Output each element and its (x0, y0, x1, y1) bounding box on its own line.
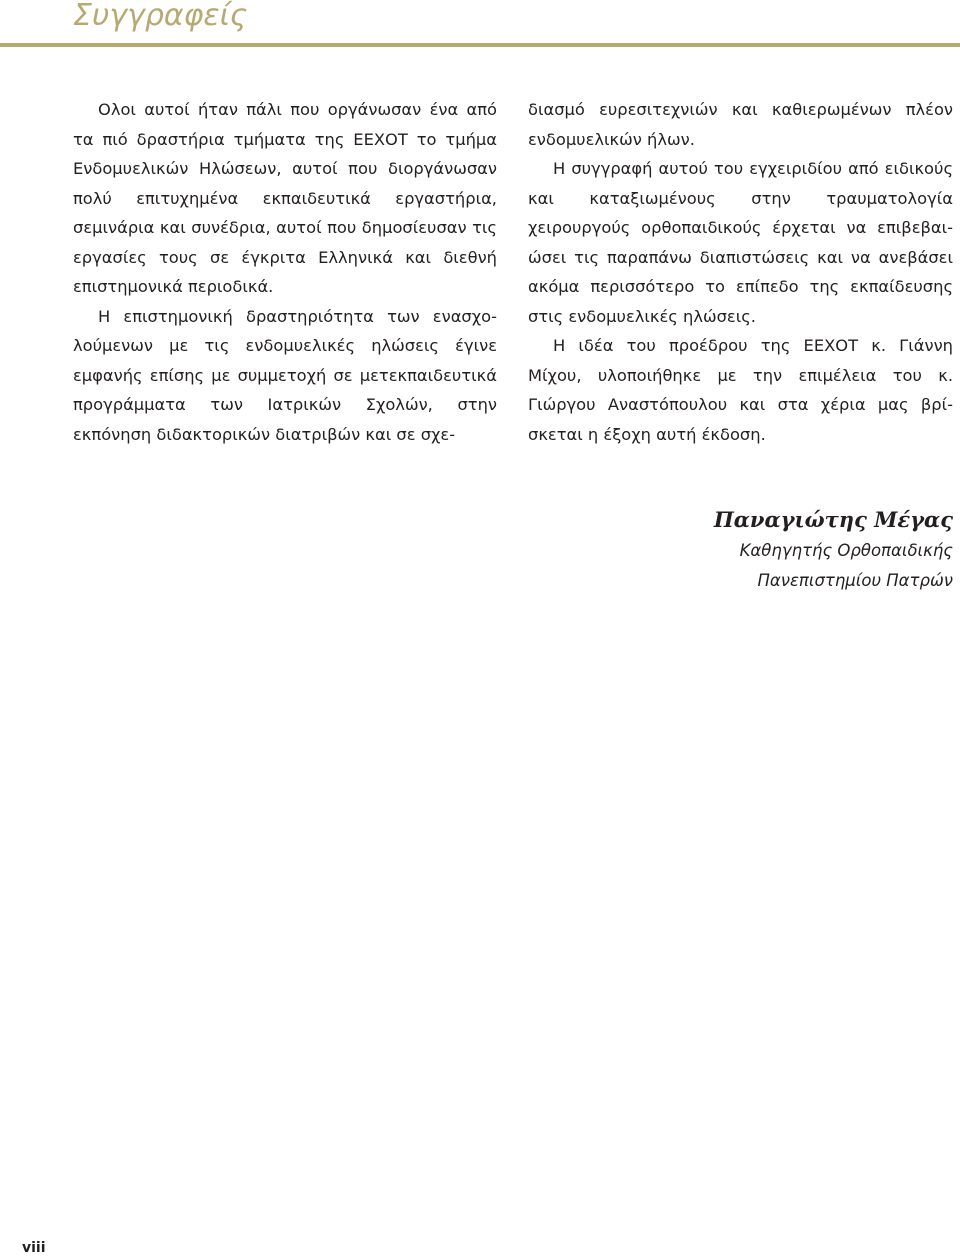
page-number: viii (22, 1240, 46, 1256)
paragraph: Oλοι αυτοί ήταν πάλι που οργάνωσαν ένα από τα πιό δραστήρια τμήματα της ΕΕΧΟΤ το τμήμα Ενδομυελικών Ηλώσεων, αυτοί που διοργάνωσαν πολύ επιτυχημένα εκπαιδευτικά εργαστήρια, σεμινάρια και συνέδρια, αυτοί που δημοσίευσαν τις εργασίες τους σε έγκριτα Ελληνικά και διεθνή επιστημονικά περιοδικά. (73, 100, 497, 296)
signature-block (714, 503, 953, 596)
page-title: Συγγραφείς (73, 0, 248, 33)
author-name: Παναγιώτης Μέγας (713, 507, 953, 532)
text-column-right (528, 95, 953, 449)
author-title: Καθηγητής Ορθοπαιδικής (739, 541, 953, 560)
paragraph: Η ιδέα του προέδρου της ΕΕΧΟΤ κ. Γιάννη Μίχου, υλοποιήθηκε με την επιμέλεια του κ. Γιώργου Αναστόπουλου και στα χέρια μας βρίσκεται η έξοχη αυτή έκδοση. (528, 336, 953, 444)
header-divider (0, 43, 960, 47)
paragraph-continuation: διασμό ευρεσιτεχνιών και καθιερωμένων πλέον ενδομυελικών ήλων. (528, 100, 953, 149)
author-institution: Πανεπιστημίου Πατρών (757, 571, 953, 590)
text-column-left (73, 95, 497, 449)
paragraph: Η συγγραφή αυτού του εγχειριδίου από ειδικούς και καταξιωμένους στην τραυματολογία χειρουργούς ορθοπαιδικούς έρχεται να επιβεβαιώσει τις παραπάνω διαπιστώσεις και να ανεβάσει ακόμα περισσότερο το επίπεδο της εκπαίδευσης στις ενδομυελικές ηλώσεις. (528, 159, 953, 326)
paragraph: Η επιστημονική δραστηριότητα των ενασχολούμενων με τις ενδομυελικές ηλώσεις έγινε εμφανής επίσης με συμμετοχή σε μετεκπαιδευτικά προγράμματα των Ιατρικών Σχολών, στην εκπόνηση διδακτορικών διατριβών και σε σχε- (73, 306, 497, 444)
